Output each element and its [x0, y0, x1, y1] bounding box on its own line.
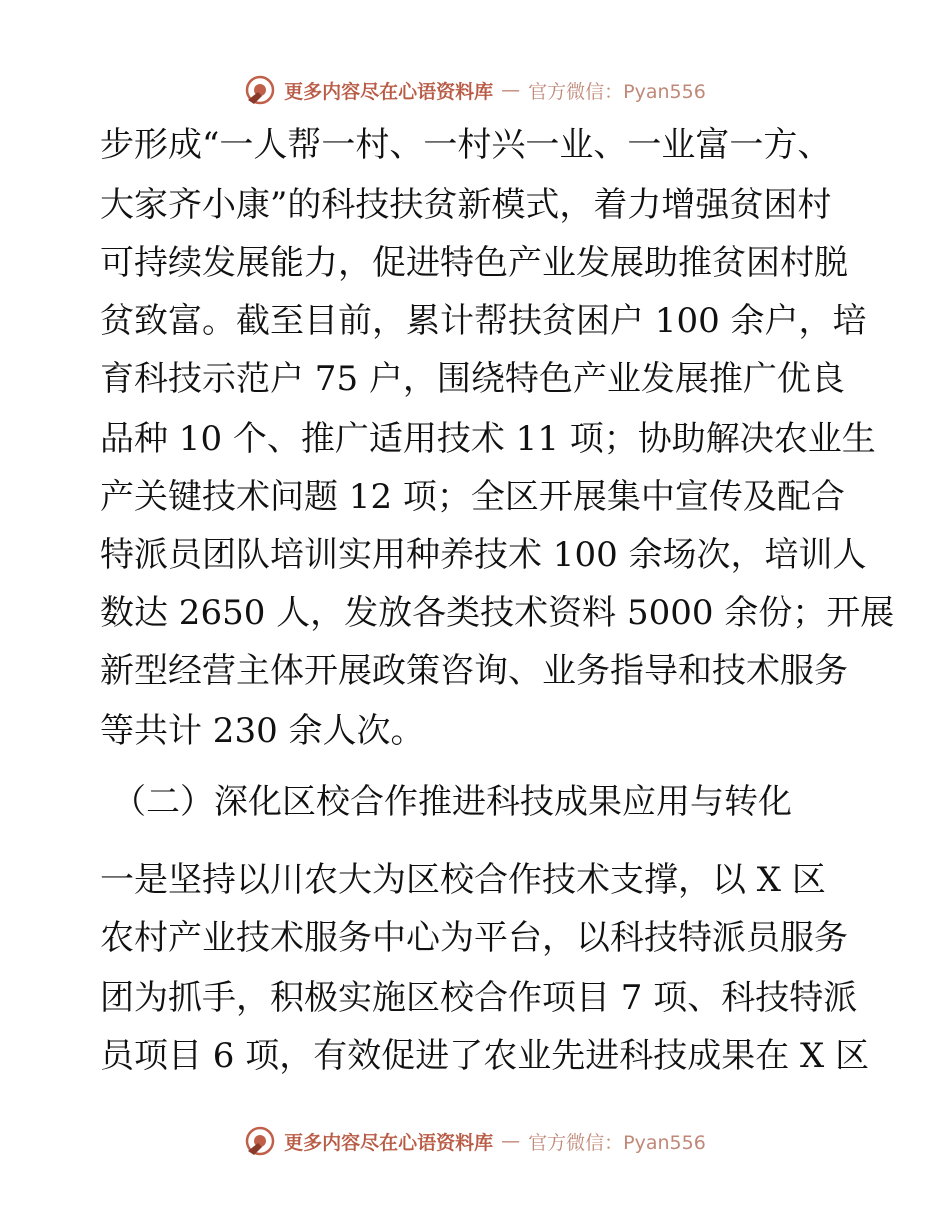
paragraph-line: 农村产业技术服务中心为平台，以科技特派员服务: [100, 918, 848, 958]
paragraph-line: 大家齐小康”的科技扶贫新模式，着力增强贫困村: [100, 185, 832, 225]
paragraph-line: 数达 2650 人，发放各类技术资料 5000 余份；开展: [100, 593, 895, 633]
paragraph-line: 步形成“一人帮一村、一村兴一业、一业富一方、: [100, 125, 832, 165]
paragraph-line: 品种 10 个、推广适用技术 11 项；协助解决农业生: [100, 419, 876, 459]
watermark-separator: —: [501, 1130, 521, 1152]
watermark-brand: 更多内容尽在心语资料库: [284, 1131, 494, 1154]
watermark-brand: 更多内容尽在心语资料库: [284, 80, 494, 103]
header-watermark: [0, 70, 950, 110]
paragraph-line: 一是坚持以川农大为区校合作技术支撑，以 X 区: [100, 860, 826, 900]
paragraph-line: 特派员团队培训实用种养技术 100 余场次，培训人: [100, 535, 867, 575]
seal-logo-icon: [244, 74, 276, 106]
watermark-separator: —: [501, 79, 521, 101]
paragraph-line: 新型经营主体开展政策咨询、业务指导和技术服务: [100, 651, 848, 691]
paragraph-line: 团为抓手，积极实施区校合作项目 7 项、科技特派: [100, 978, 858, 1018]
seal-logo-icon: [244, 1125, 276, 1157]
paragraph-line: 员项目 6 项，有效促进了农业先进科技成果在 X 区: [100, 1036, 870, 1076]
paragraph-line: 可持续发展能力，促进特色产业发展助推贫困村脱: [100, 243, 848, 283]
paragraph-line: 等共计 230 余人次。: [100, 711, 425, 751]
watermark-contact: 官方微信：Pyan556: [528, 80, 706, 103]
footer-watermark: [0, 1121, 950, 1161]
section-heading-text: （二）深化区校合作推进科技成果应用与转化: [112, 782, 792, 822]
paragraph-line: 育科技示范户 75 户，围绕特色产业发展推广优良: [100, 359, 845, 399]
watermark-contact: 官方微信：Pyan556: [528, 1131, 706, 1154]
paragraph-line: 产关键技术问题 12 项；全区开展集中宣传及配合: [100, 477, 845, 517]
paragraph-line: 贫致富。截至目前，累计帮扶贫困户 100 余户，培: [100, 301, 867, 341]
